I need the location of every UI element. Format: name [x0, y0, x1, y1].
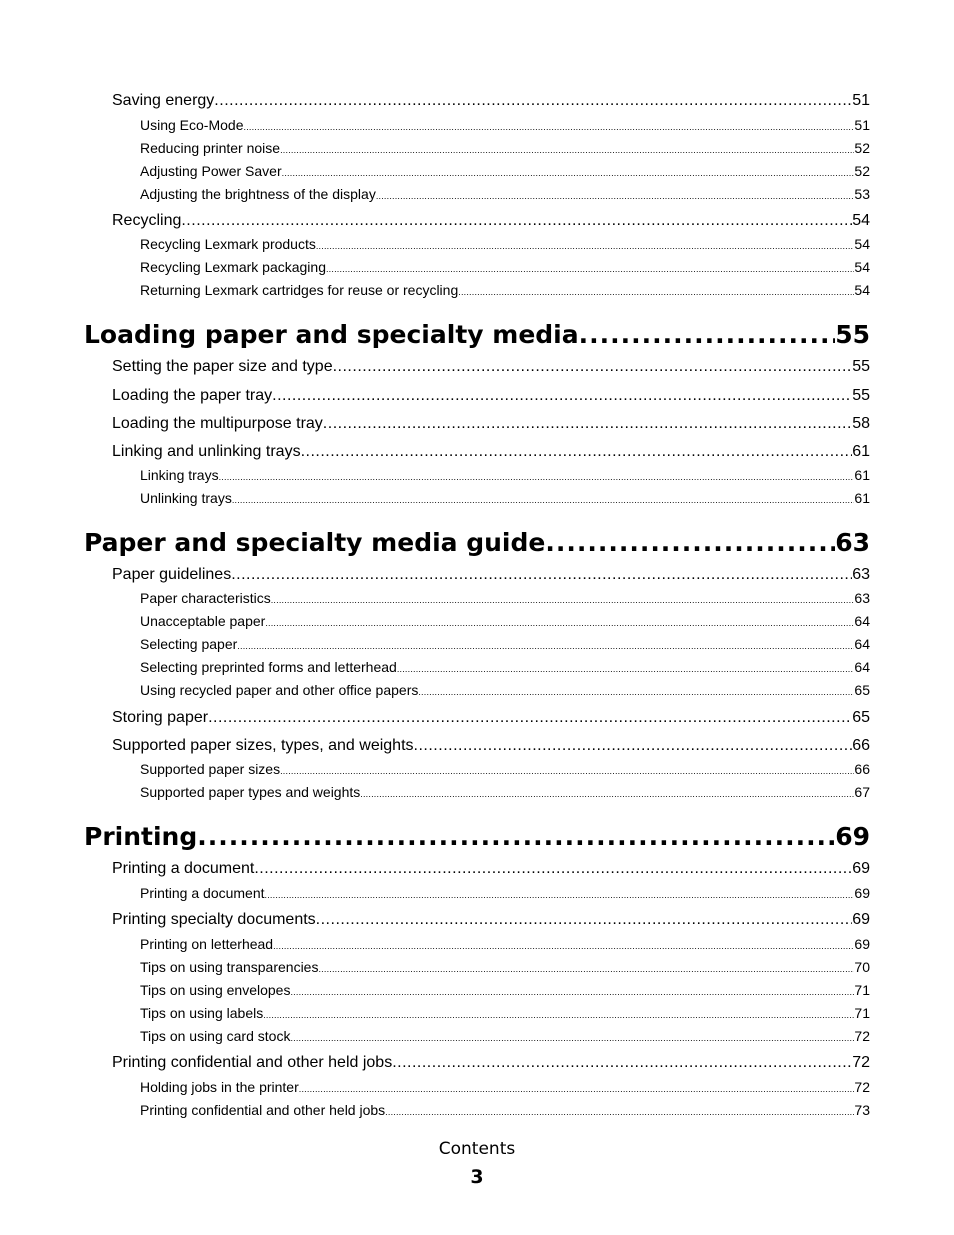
toc-entry-title: Selecting paper: [140, 636, 238, 652]
toc-section[interactable]: [112, 707, 870, 729]
toc-dot-leader: [280, 139, 854, 160]
toc-subsection[interactable]: [140, 781, 870, 804]
toc-entry-page: 65: [854, 682, 870, 698]
toc-subsection[interactable]: [140, 1025, 870, 1048]
toc-dot-leader: [280, 760, 854, 781]
toc-entry-title: Supported paper sizes: [140, 761, 281, 777]
toc-dot-leader: [231, 564, 852, 586]
toc-section[interactable]: [112, 1052, 870, 1074]
toc-entry-page: 67: [854, 784, 870, 800]
toc-dot-leader: [326, 258, 854, 279]
toc-entry-page: 69: [852, 911, 870, 928]
toc-section[interactable]: [112, 858, 870, 880]
toc-dot-leader: [181, 210, 852, 232]
toc-section[interactable]: [112, 413, 870, 435]
toc-entry-title: Recycling: [112, 212, 182, 229]
toc-dot-leader: [282, 162, 855, 183]
toc-entry-title: Recycling Lexmark products: [140, 236, 316, 252]
toc-entry-title: Holding jobs in the printer: [140, 1079, 299, 1095]
toc-entry-title: Returning Lexmark cartridges for reuse or recycling: [140, 282, 459, 298]
toc-dot-leader: [265, 884, 855, 905]
toc-entry-page: 69: [854, 885, 870, 901]
toc-chapter[interactable]: [84, 320, 870, 350]
toc-dot-leader: [318, 958, 854, 979]
toc-entry-title: Unacceptable paper: [140, 613, 266, 629]
toc-entry-page: 54: [854, 259, 870, 275]
toc-subsection[interactable]: [140, 1002, 870, 1025]
toc-section[interactable]: [112, 564, 870, 586]
toc-subsection[interactable]: [140, 610, 870, 633]
toc-subsection[interactable]: [140, 679, 870, 702]
toc-dot-leader: [414, 735, 853, 757]
toc-entry-page: 54: [854, 282, 870, 298]
toc-dot-leader: [290, 981, 854, 1002]
toc-entry-title: Tips on using envelopes: [140, 982, 291, 998]
toc-dot-leader: [545, 528, 835, 558]
toc-entry-title: Setting the paper size and type: [112, 358, 333, 375]
page-number: 3: [470, 1166, 484, 1188]
toc-entry-title: Selecting preprinted forms and letterhead: [140, 659, 397, 675]
toc-entry-page: 54: [852, 212, 870, 229]
toc-dot-leader: [323, 413, 852, 435]
toc-entry-page: 70: [854, 959, 870, 975]
toc-entry-page: 54: [854, 236, 870, 252]
toc-subsection[interactable]: [140, 160, 870, 183]
toc-entry-title: Loading paper and specialty media: [84, 320, 579, 349]
toc-subsection[interactable]: [140, 933, 870, 956]
toc-section[interactable]: [112, 441, 870, 463]
toc-subsection[interactable]: [140, 114, 870, 137]
toc-entry-page: 55: [835, 320, 870, 349]
toc-entry-title: Printing on letterhead: [140, 936, 274, 952]
toc-entry-page: 61: [854, 490, 870, 506]
toc-subsection[interactable]: [140, 882, 870, 905]
toc-dot-leader: [418, 681, 854, 702]
toc-dot-leader: [376, 185, 855, 206]
toc-entry-page: 64: [854, 636, 870, 652]
toc-subsection[interactable]: [140, 956, 870, 979]
toc-dot-leader: [265, 612, 854, 633]
toc-section[interactable]: [112, 356, 870, 378]
toc-section[interactable]: [112, 90, 870, 112]
toc-entry-page: 52: [854, 140, 870, 156]
toc-dot-leader: [214, 90, 852, 112]
toc-subsection[interactable]: [140, 233, 870, 256]
toc-dot-leader: [385, 1101, 854, 1122]
toc-entry-page: 51: [854, 117, 870, 133]
toc-subsection[interactable]: [140, 633, 870, 656]
toc-entry-title: Adjusting Power Saver: [140, 163, 282, 179]
toc-entry-title: Supported paper sizes, types, and weights: [112, 737, 414, 754]
toc-entry-page: 61: [852, 443, 870, 460]
toc-subsection[interactable]: [140, 1099, 870, 1122]
toc-entry-page: 52: [854, 163, 870, 179]
toc-entry-page: 73: [854, 1102, 870, 1118]
toc-subsection[interactable]: [140, 656, 870, 679]
toc-dot-leader: [244, 116, 855, 137]
toc-entry-page: 71: [854, 1005, 870, 1021]
toc-subsection[interactable]: [140, 979, 870, 1002]
toc-entry-title: Linking trays: [140, 467, 219, 483]
toc-dot-leader: [301, 441, 853, 463]
toc-entry-title: Printing a document: [140, 885, 265, 901]
toc-dot-leader: [237, 635, 854, 656]
toc-dot-leader: [392, 1052, 852, 1074]
toc-entry-page: 69: [854, 936, 870, 952]
toc-entry-title: Paper characteristics: [140, 590, 271, 606]
toc-dot-leader: [254, 858, 852, 880]
toc-subsection[interactable]: [140, 587, 870, 610]
toc-entry-title: Paper guidelines: [112, 566, 232, 583]
toc-entry-page: 55: [852, 358, 870, 375]
toc-subsection[interactable]: [140, 137, 870, 160]
toc-entry-page: 58: [852, 415, 870, 432]
toc-entry-title: Recycling Lexmark packaging: [140, 259, 326, 275]
toc-dot-leader: [316, 909, 853, 931]
toc-dot-leader: [397, 658, 855, 679]
toc-entry-page: 61: [854, 467, 870, 483]
toc-dot-leader: [197, 822, 835, 852]
toc-entry-page: 72: [854, 1028, 870, 1044]
toc-subsection[interactable]: [140, 256, 870, 279]
toc-dot-leader: [360, 783, 854, 804]
toc-dot-leader: [263, 1004, 854, 1025]
toc-dot-leader: [290, 1027, 854, 1048]
toc-subsection[interactable]: [140, 1076, 870, 1099]
toc-entry-title: Printing a document: [112, 860, 255, 877]
toc-dot-leader: [219, 466, 855, 487]
toc-entry-title: Reducing printer noise: [140, 140, 281, 156]
toc-dot-leader: [458, 281, 854, 302]
toc-dot-leader: [316, 235, 855, 256]
toc-dot-leader: [232, 489, 855, 510]
toc-entry-page: 64: [854, 613, 870, 629]
toc-entry-title: Tips on using transparencies: [140, 959, 319, 975]
toc-chapter[interactable]: [84, 528, 870, 558]
toc-entry-title: Adjusting the brightness of the display: [140, 186, 376, 202]
toc-entry-title: Tips on using card stock: [140, 1028, 291, 1044]
toc-dot-leader: [273, 935, 854, 956]
toc-entry-title: Printing specialty documents: [112, 911, 316, 928]
toc-section[interactable]: [112, 735, 870, 757]
toc-dot-leader: [208, 707, 852, 729]
toc-dot-leader: [299, 1078, 855, 1099]
toc-entry-page: 72: [852, 1054, 870, 1071]
toc-section[interactable]: [112, 210, 870, 232]
toc-dot-leader: [271, 589, 855, 610]
toc-entry-page: 69: [835, 822, 870, 851]
toc-entry-title: Printing confidential and other held jobs: [112, 1054, 393, 1071]
toc-dot-leader: [272, 385, 852, 407]
footer-label: Contents: [438, 1139, 516, 1159]
toc-dot-leader: [579, 320, 836, 350]
toc-entry-title: Unlinking trays: [140, 490, 232, 506]
toc-entry-title: Using Eco-Mode: [140, 117, 244, 133]
toc-subsection[interactable]: [140, 183, 870, 206]
toc-entry-page: 63: [852, 566, 870, 583]
toc-entry-title: Using recycled paper and other office papers: [140, 682, 419, 698]
toc-entry-page: 65: [852, 709, 870, 726]
toc-subsection[interactable]: [140, 758, 870, 781]
toc-entry-title: Printing confidential and other held jobs: [140, 1102, 386, 1118]
toc-entry-title: Linking and unlinking trays: [112, 443, 301, 460]
toc-entry-title: Loading the paper tray: [112, 387, 273, 404]
toc-entry-title: Loading the multipurpose tray: [112, 415, 323, 432]
toc-subsection[interactable]: [140, 464, 870, 487]
toc-entry-title: Saving energy: [112, 92, 215, 109]
toc-entry-page: 66: [852, 737, 870, 754]
toc-entry-title: Paper and specialty media guide: [84, 528, 546, 557]
toc-subsection[interactable]: [140, 279, 870, 302]
toc-entry-page: 64: [854, 659, 870, 675]
toc-entry-page: 69: [852, 860, 870, 877]
toc-entry-page: 53: [854, 186, 870, 202]
toc-entry-page: 63: [854, 590, 870, 606]
toc-entry-page: 63: [835, 528, 870, 557]
toc-section[interactable]: [112, 385, 870, 407]
toc-entry-page: 55: [852, 387, 870, 404]
toc-entry-title: Supported paper types and weights: [140, 784, 361, 800]
toc-subsection[interactable]: [140, 487, 870, 510]
toc-entry-page: 66: [854, 761, 870, 777]
toc-dot-leader: [333, 356, 853, 378]
toc-entry-title: Printing: [84, 822, 198, 851]
toc-entry-page: 72: [854, 1079, 870, 1095]
toc-chapter[interactable]: [84, 822, 870, 852]
toc-entry-title: Tips on using labels: [140, 1005, 264, 1021]
toc-entry-title: Storing paper: [112, 709, 209, 726]
toc-entry-page: 71: [854, 982, 870, 998]
toc-entry-page: 51: [852, 92, 870, 109]
toc-section[interactable]: [112, 909, 870, 931]
